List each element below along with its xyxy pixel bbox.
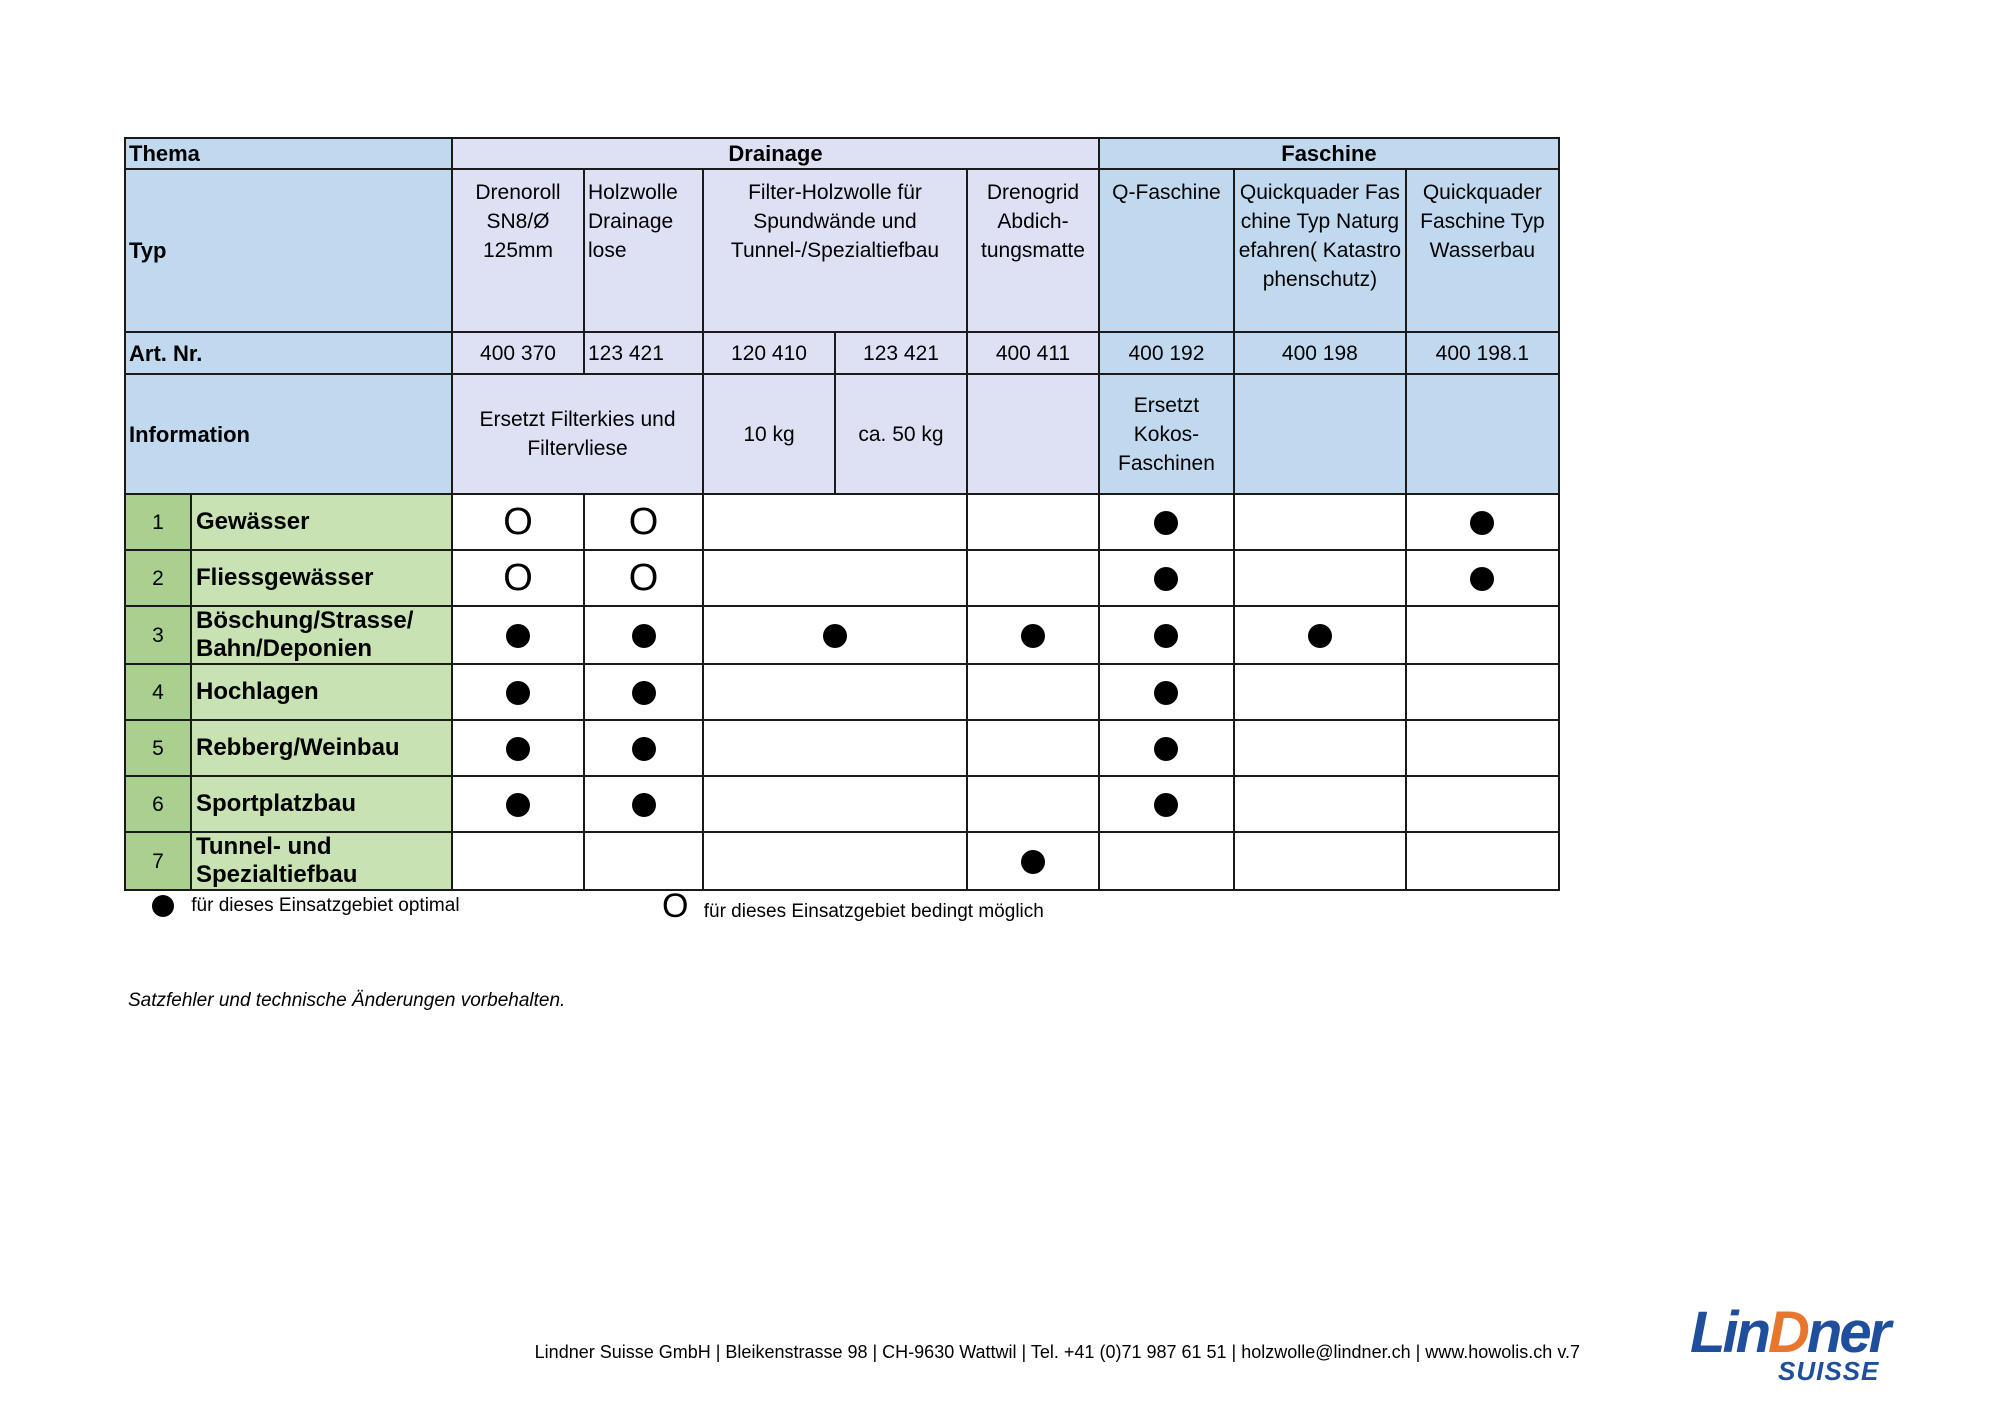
optimal-dot-icon — [1154, 567, 1178, 591]
drainage-heading: Drainage — [452, 138, 1099, 169]
artnr-drenoroll: 400 370 — [452, 332, 584, 374]
legend-optimal — [152, 895, 460, 917]
conditional-ring-icon: O — [628, 557, 659, 600]
optimal-dot-icon — [1021, 624, 1045, 648]
table-row — [125, 776, 1559, 832]
legend-conditional — [662, 887, 1044, 925]
info-filter-small: 10 kg — [703, 374, 835, 494]
thema-label: Thema — [125, 138, 452, 169]
conditional-ring-icon: O — [628, 501, 659, 544]
footer-contact: Lindner Suisse GmbH | Bleikenstrasse 98 | CH-9630 Wattwil | Tel. +41 (0)71 987 61 51 | holzwolle@lindner.ch | www.howolis.ch v.7 — [534, 1342, 1580, 1362]
row-number: 2 — [125, 550, 191, 606]
row-number: 6 — [125, 776, 191, 832]
svg-text:LinDner: LinDner — [1690, 1300, 1889, 1365]
row-label: Gewässer — [191, 494, 452, 550]
optimal-dot-icon — [506, 681, 530, 705]
optimal-dot-icon — [506, 793, 530, 817]
optimal-dot-icon — [1470, 511, 1494, 535]
artnr-quickquader-naturgefahren: 400 198 — [1234, 332, 1406, 374]
optimal-dot-icon — [1470, 567, 1494, 591]
type-drenogrid: Drenogrid Abdich-tungsmatte — [967, 169, 1099, 332]
info-filter-large: ca. 50 kg — [835, 374, 967, 494]
svg-text:SUISSE: SUISSE — [1778, 1356, 1880, 1385]
optimal-dot-icon — [1154, 511, 1178, 535]
table-row — [125, 494, 1559, 550]
row-label: Rebberg/Weinbau — [191, 720, 452, 776]
disclaimer-note: Satzfehler und technische Änderungen vorbehalten. — [128, 990, 566, 1011]
artnr-quickquader-wasserbau: 400 198.1 — [1406, 332, 1559, 374]
optimal-dot-icon — [632, 624, 656, 648]
conditional-ring-icon: O — [503, 501, 533, 544]
optimal-dot-icon — [632, 681, 656, 705]
table-row — [125, 550, 1559, 606]
row-number: 7 — [125, 832, 191, 890]
optimal-dot-icon — [506, 737, 530, 761]
conditional-ring-icon: O — [662, 887, 689, 925]
optimal-dot-icon — [1154, 624, 1178, 648]
artnr-filter-large: 123 421 — [835, 332, 967, 374]
type-holzwolle-drainage: Holzwolle Drainage lose — [584, 169, 703, 332]
info-q-faschine: Ersetzt Kokos-Faschinen — [1099, 374, 1234, 494]
optimal-dot-icon — [506, 624, 530, 648]
optimal-dot-icon — [1154, 793, 1178, 817]
row-number: 1 — [125, 494, 191, 550]
optimal-dot-icon — [1308, 624, 1332, 648]
lindner-logo — [1688, 1300, 1910, 1385]
optimal-dot-icon — [1154, 681, 1178, 705]
row-label: Hochlagen — [191, 664, 452, 720]
table-row — [125, 720, 1559, 776]
row-number: 5 — [125, 720, 191, 776]
type-drenoroll: Drenoroll SN8/Ø 125mm — [452, 169, 584, 332]
optimal-dot-icon — [632, 793, 656, 817]
artnr-filter-small: 120 410 — [703, 332, 835, 374]
info-quickquader-wasserbau — [1406, 374, 1559, 494]
row-label: Tunnel- und Spezialtiefbau — [191, 832, 452, 890]
artnr-holzwolle-drainage: 123 421 — [584, 332, 703, 374]
info-quickquader-naturgefahren — [1234, 374, 1406, 494]
row-label: Sportplatzbau — [191, 776, 452, 832]
row-number: 3 — [125, 606, 191, 664]
legend-conditional-text: für dieses Einsatzgebiet bedingt möglich — [703, 901, 1044, 922]
type-quickquader-naturgefahren: Quickquader Faschine Typ Naturgefahren( Katastrophenschutz) — [1234, 169, 1406, 332]
type-quickquader-wasserbau: Quickquader Faschine Typ Wasserbau — [1406, 169, 1559, 332]
table-row — [125, 606, 1559, 664]
artnr-drenogrid: 400 411 — [967, 332, 1099, 374]
table-row — [125, 832, 1559, 890]
information-label: Information — [125, 374, 452, 494]
table-row — [125, 664, 1559, 720]
row-number: 4 — [125, 664, 191, 720]
legend-optimal-text: für dieses Einsatzgebiet optimal — [191, 895, 460, 917]
optimal-dot-icon — [1021, 850, 1045, 874]
conditional-ring-icon: O — [503, 557, 533, 600]
artnr-q-faschine: 400 192 — [1099, 332, 1234, 374]
type-filter-holzwolle: Filter-Holzwolle für Spundwände und Tunnel-/Spezialtiefbau — [703, 169, 967, 332]
optimal-dot-icon — [152, 895, 174, 917]
optimal-dot-icon — [632, 737, 656, 761]
typ-label: Typ — [125, 169, 452, 332]
row-label: Fliessgewässer — [191, 550, 452, 606]
faschine-heading: Faschine — [1099, 138, 1559, 169]
artnr-label: Art. Nr. — [125, 332, 452, 374]
row-label: Böschung/Strasse/ Bahn/Deponien — [191, 606, 452, 664]
info-drenogrid — [967, 374, 1099, 494]
type-q-faschine: Q-Faschine — [1099, 169, 1234, 332]
optimal-dot-icon — [1154, 737, 1178, 761]
optimal-dot-icon — [823, 624, 847, 648]
product-matrix-table — [124, 137, 1560, 891]
info-drainage: Ersetzt Filterkies und Filtervliese — [452, 374, 703, 494]
